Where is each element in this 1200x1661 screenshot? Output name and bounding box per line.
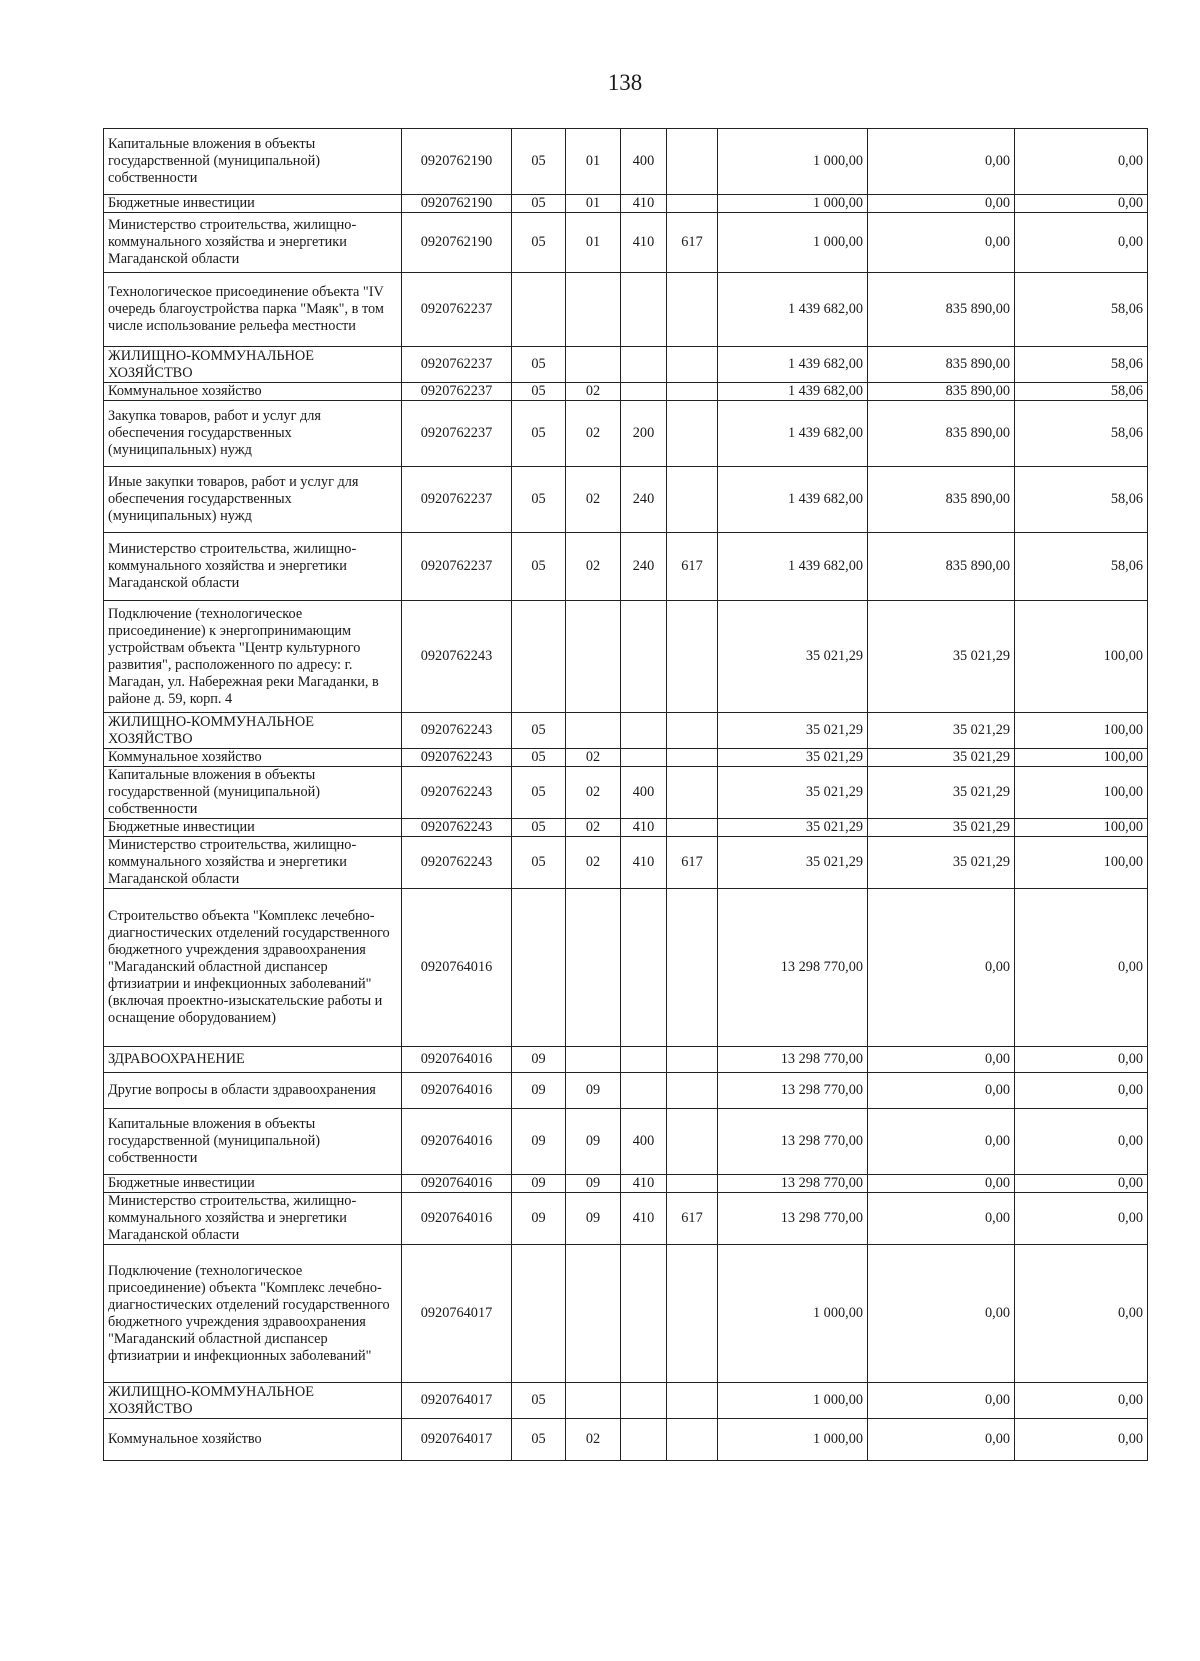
execution-percent: 0,00	[1015, 1109, 1148, 1175]
execution-percent: 58,06	[1015, 347, 1148, 383]
expense-type-code: 410	[621, 819, 667, 837]
execution-percent: 0,00	[1015, 195, 1148, 213]
grbs-code	[667, 767, 718, 819]
table-body	[104, 129, 1148, 1461]
row-name: ЗДРАВООХРАНЕНИЕ	[104, 1047, 402, 1073]
row-name: Министерство строительства, жилищно-коммунального хозяйства и энергетики Магаданской области	[104, 213, 402, 273]
table-row	[104, 819, 1148, 837]
executed-amount: 0,00	[868, 1073, 1015, 1109]
executed-amount: 0,00	[868, 195, 1015, 213]
planned-amount: 35 021,29	[718, 601, 868, 713]
row-name: Бюджетные инвестиции	[104, 195, 402, 213]
table-row	[104, 213, 1148, 273]
row-name: Подключение (технологическое присоединение) к энергопринимающим устройствам объекта "Центр культурного развития", расположенного по адресу: г. Магадан, ул. Набережная реки Магаданки, в районе д. 59, корп. 4	[104, 601, 402, 713]
section-code: 09	[512, 1175, 566, 1193]
execution-percent: 0,00	[1015, 1193, 1148, 1245]
target-article-code: 0920762237	[402, 347, 512, 383]
expense-type-code	[621, 1073, 667, 1109]
expense-type-code: 200	[621, 401, 667, 467]
row-name: Технологическое присоединение объекта "IV очередь благоустройства парка "Маяк", в том числе использование рельефа местности	[104, 273, 402, 347]
grbs-code	[667, 195, 718, 213]
execution-percent: 0,00	[1015, 213, 1148, 273]
target-article-code: 0920762237	[402, 467, 512, 533]
grbs-code	[667, 273, 718, 347]
table-row	[104, 1383, 1148, 1419]
subsection-code: 09	[566, 1175, 621, 1193]
section-code	[512, 273, 566, 347]
target-article-code: 0920762243	[402, 767, 512, 819]
executed-amount: 835 890,00	[868, 533, 1015, 601]
grbs-code	[667, 749, 718, 767]
target-article-code: 0920764016	[402, 889, 512, 1047]
planned-amount: 1 439 682,00	[718, 383, 868, 401]
grbs-code: 617	[667, 533, 718, 601]
section-code	[512, 1245, 566, 1383]
target-article-code: 0920764017	[402, 1383, 512, 1419]
table-row	[104, 401, 1148, 467]
expense-type-code	[621, 347, 667, 383]
executed-amount: 35 021,29	[868, 767, 1015, 819]
target-article-code: 0920762190	[402, 195, 512, 213]
subsection-code: 02	[566, 749, 621, 767]
executed-amount: 35 021,29	[868, 713, 1015, 749]
expense-type-code	[621, 889, 667, 1047]
target-article-code: 0920762243	[402, 713, 512, 749]
page-number: 138	[607, 70, 643, 95]
executed-amount: 0,00	[868, 1245, 1015, 1383]
planned-amount: 1 439 682,00	[718, 273, 868, 347]
table-row	[104, 1073, 1148, 1109]
section-code: 05	[512, 1383, 566, 1419]
section-code: 05	[512, 347, 566, 383]
section-code: 09	[512, 1109, 566, 1175]
expense-type-code: 410	[621, 837, 667, 889]
table-row	[104, 129, 1148, 195]
grbs-code	[667, 1383, 718, 1419]
section-code: 05	[512, 195, 566, 213]
subsection-code: 01	[566, 213, 621, 273]
grbs-code	[667, 1245, 718, 1383]
grbs-code	[667, 1419, 718, 1461]
grbs-code	[667, 601, 718, 713]
execution-percent: 58,06	[1015, 467, 1148, 533]
target-article-code: 0920762237	[402, 533, 512, 601]
subsection-code: 02	[566, 533, 621, 601]
grbs-code	[667, 1109, 718, 1175]
expense-type-code: 240	[621, 467, 667, 533]
grbs-code	[667, 1073, 718, 1109]
executed-amount: 0,00	[868, 1175, 1015, 1193]
planned-amount: 13 298 770,00	[718, 1047, 868, 1073]
table-row	[104, 195, 1148, 213]
target-article-code: 0920764016	[402, 1109, 512, 1175]
section-code: 05	[512, 1419, 566, 1461]
section-code: 09	[512, 1047, 566, 1073]
grbs-code	[667, 713, 718, 749]
expense-type-code	[621, 749, 667, 767]
target-article-code: 0920764016	[402, 1047, 512, 1073]
row-name: Бюджетные инвестиции	[104, 1175, 402, 1193]
row-name: Другие вопросы в области здравоохранения	[104, 1073, 402, 1109]
execution-percent: 0,00	[1015, 129, 1148, 195]
grbs-code	[667, 889, 718, 1047]
subsection-code	[566, 601, 621, 713]
target-article-code: 0920762243	[402, 819, 512, 837]
subsection-code: 09	[566, 1193, 621, 1245]
section-code: 05	[512, 837, 566, 889]
grbs-code	[667, 383, 718, 401]
section-code: 09	[512, 1193, 566, 1245]
target-article-code: 0920762237	[402, 383, 512, 401]
subsection-code	[566, 713, 621, 749]
planned-amount: 1 000,00	[718, 195, 868, 213]
execution-percent: 0,00	[1015, 1419, 1148, 1461]
target-article-code: 0920764016	[402, 1193, 512, 1245]
subsection-code: 02	[566, 383, 621, 401]
execution-percent: 58,06	[1015, 533, 1148, 601]
executed-amount: 0,00	[868, 1419, 1015, 1461]
target-article-code: 0920764016	[402, 1175, 512, 1193]
table-row	[104, 467, 1148, 533]
subsection-code: 02	[566, 767, 621, 819]
table-row	[104, 1245, 1148, 1383]
grbs-code	[667, 467, 718, 533]
execution-percent: 58,06	[1015, 273, 1148, 347]
row-name: Коммунальное хозяйство	[104, 749, 402, 767]
expense-type-code: 240	[621, 533, 667, 601]
executed-amount: 835 890,00	[868, 401, 1015, 467]
execution-percent: 100,00	[1015, 837, 1148, 889]
planned-amount: 13 298 770,00	[718, 1175, 868, 1193]
section-code	[512, 889, 566, 1047]
subsection-code: 01	[566, 129, 621, 195]
row-name: Иные закупки товаров, работ и услуг для обеспечения государственных (муниципальных) нужд	[104, 467, 402, 533]
table-row	[104, 713, 1148, 749]
expense-type-code: 410	[621, 195, 667, 213]
expense-type-code: 410	[621, 1175, 667, 1193]
target-article-code: 0920764016	[402, 1073, 512, 1109]
execution-percent: 100,00	[1015, 749, 1148, 767]
row-name: Коммунальное хозяйство	[104, 383, 402, 401]
expense-type-code	[621, 1383, 667, 1419]
grbs-code	[667, 129, 718, 195]
execution-percent: 0,00	[1015, 1047, 1148, 1073]
grbs-code: 617	[667, 837, 718, 889]
execution-percent: 0,00	[1015, 1175, 1148, 1193]
table-row	[104, 383, 1148, 401]
target-article-code: 0920762243	[402, 749, 512, 767]
planned-amount: 13 298 770,00	[718, 1073, 868, 1109]
planned-amount: 1 000,00	[718, 213, 868, 273]
row-name: Министерство строительства, жилищно-коммунального хозяйства и энергетики Магаданской области	[104, 837, 402, 889]
row-name: ЖИЛИЩНО-КОММУНАЛЬНОЕ ХОЗЯЙСТВО	[104, 1383, 402, 1419]
target-article-code: 0920762243	[402, 601, 512, 713]
planned-amount: 13 298 770,00	[718, 1193, 868, 1245]
executed-amount: 835 890,00	[868, 273, 1015, 347]
grbs-code	[667, 1175, 718, 1193]
execution-percent: 0,00	[1015, 1383, 1148, 1419]
table-row	[104, 347, 1148, 383]
executed-amount: 35 021,29	[868, 601, 1015, 713]
table-row	[104, 837, 1148, 889]
expense-type-code	[621, 1419, 667, 1461]
table-row	[104, 1419, 1148, 1461]
section-code: 09	[512, 1073, 566, 1109]
subsection-code: 02	[566, 819, 621, 837]
row-name: ЖИЛИЩНО-КОММУНАЛЬНОЕ ХОЗЯЙСТВО	[104, 347, 402, 383]
row-name: Строительство объекта "Комплекс лечебно-диагностических отделений государственного бюджетного учреждения здравоохранения "Магаданский областной диспансер фтизиатрии и инфекционных заболеваний" (включая проектно-изыскательские работы и оснащение оборудованием)	[104, 889, 402, 1047]
table-row	[104, 767, 1148, 819]
executed-amount: 0,00	[868, 213, 1015, 273]
subsection-code	[566, 347, 621, 383]
grbs-code	[667, 819, 718, 837]
target-article-code: 0920762190	[402, 213, 512, 273]
execution-percent: 58,06	[1015, 383, 1148, 401]
row-name: Министерство строительства, жилищно-коммунального хозяйства и энергетики Магаданской области	[104, 1193, 402, 1245]
row-name: Подключение (технологическое присоединение) объекта "Комплекс лечебно-диагностических отделений государственного бюджетного учреждения здравоохранения "Магаданский областной диспансер фтизиатрии и инфекционных заболеваний"	[104, 1245, 402, 1383]
executed-amount: 0,00	[868, 889, 1015, 1047]
table-row	[104, 889, 1148, 1047]
row-name: Капитальные вложения в объекты государственной (муниципальной) собственности	[104, 1109, 402, 1175]
execution-percent: 100,00	[1015, 601, 1148, 713]
target-article-code: 0920762243	[402, 837, 512, 889]
target-article-code: 0920764017	[402, 1245, 512, 1383]
expense-type-code	[621, 383, 667, 401]
row-name: Капитальные вложения в объекты государственной (муниципальной) собственности	[104, 129, 402, 195]
executed-amount: 835 890,00	[868, 383, 1015, 401]
planned-amount: 1 000,00	[718, 1383, 868, 1419]
row-name: Бюджетные инвестиции	[104, 819, 402, 837]
table-row	[104, 1175, 1148, 1193]
planned-amount: 35 021,29	[718, 837, 868, 889]
expense-type-code: 400	[621, 767, 667, 819]
section-code: 05	[512, 819, 566, 837]
expense-type-code: 410	[621, 1193, 667, 1245]
expense-type-code: 400	[621, 1109, 667, 1175]
subsection-code: 01	[566, 195, 621, 213]
expense-type-code: 400	[621, 129, 667, 195]
section-code: 05	[512, 713, 566, 749]
row-name: Закупка товаров, работ и услуг для обеспечения государственных (муниципальных) нужд	[104, 401, 402, 467]
table-row	[104, 1047, 1148, 1073]
subsection-code: 09	[566, 1073, 621, 1109]
execution-percent: 58,06	[1015, 401, 1148, 467]
execution-percent: 100,00	[1015, 767, 1148, 819]
expense-type-code	[621, 601, 667, 713]
planned-amount: 1 439 682,00	[718, 401, 868, 467]
planned-amount: 35 021,29	[718, 713, 868, 749]
row-name: Министерство строительства, жилищно-коммунального хозяйства и энергетики Магаданской области	[104, 533, 402, 601]
executed-amount: 0,00	[868, 1109, 1015, 1175]
budget-table	[103, 128, 1148, 1461]
planned-amount: 13 298 770,00	[718, 1109, 868, 1175]
section-code	[512, 601, 566, 713]
section-code: 05	[512, 749, 566, 767]
executed-amount: 835 890,00	[868, 347, 1015, 383]
section-code: 05	[512, 213, 566, 273]
target-article-code: 0920762190	[402, 129, 512, 195]
subsection-code: 09	[566, 1109, 621, 1175]
subsection-code	[566, 889, 621, 1047]
grbs-code	[667, 1047, 718, 1073]
subsection-code: 02	[566, 401, 621, 467]
planned-amount: 1 000,00	[718, 1419, 868, 1461]
table-row	[104, 749, 1148, 767]
row-name: ЖИЛИЩНО-КОММУНАЛЬНОЕ ХОЗЯЙСТВО	[104, 713, 402, 749]
section-code: 05	[512, 767, 566, 819]
executed-amount: 35 021,29	[868, 749, 1015, 767]
subsection-code: 02	[566, 837, 621, 889]
section-code: 05	[512, 467, 566, 533]
table-row	[104, 1193, 1148, 1245]
table-row	[104, 601, 1148, 713]
table-row	[104, 533, 1148, 601]
expense-type-code: 410	[621, 213, 667, 273]
subsection-code	[566, 1047, 621, 1073]
executed-amount: 0,00	[868, 1047, 1015, 1073]
section-code: 05	[512, 383, 566, 401]
target-article-code: 0920762237	[402, 401, 512, 467]
planned-amount: 35 021,29	[718, 767, 868, 819]
planned-amount: 1 439 682,00	[718, 533, 868, 601]
planned-amount: 1 000,00	[718, 1245, 868, 1383]
subsection-code: 02	[566, 467, 621, 533]
row-name: Капитальные вложения в объекты государственной (муниципальной) собственности	[104, 767, 402, 819]
grbs-code	[667, 347, 718, 383]
executed-amount: 0,00	[868, 1383, 1015, 1419]
planned-amount: 1 000,00	[718, 129, 868, 195]
subsection-code: 02	[566, 1419, 621, 1461]
execution-percent: 0,00	[1015, 1245, 1148, 1383]
expense-type-code	[621, 1047, 667, 1073]
target-article-code: 0920764017	[402, 1419, 512, 1461]
subsection-code	[566, 273, 621, 347]
execution-percent: 100,00	[1015, 819, 1148, 837]
executed-amount: 0,00	[868, 129, 1015, 195]
section-code: 05	[512, 129, 566, 195]
executed-amount: 0,00	[868, 1193, 1015, 1245]
grbs-code	[667, 401, 718, 467]
planned-amount: 35 021,29	[718, 819, 868, 837]
section-code: 05	[512, 533, 566, 601]
subsection-code	[566, 1245, 621, 1383]
execution-percent: 0,00	[1015, 889, 1148, 1047]
planned-amount: 1 439 682,00	[718, 347, 868, 383]
execution-percent: 100,00	[1015, 713, 1148, 749]
executed-amount: 35 021,29	[868, 819, 1015, 837]
grbs-code: 617	[667, 213, 718, 273]
section-code: 05	[512, 401, 566, 467]
planned-amount: 1 439 682,00	[718, 467, 868, 533]
execution-percent: 0,00	[1015, 1073, 1148, 1109]
expense-type-code	[621, 713, 667, 749]
target-article-code: 0920762237	[402, 273, 512, 347]
table-row	[104, 273, 1148, 347]
executed-amount: 35 021,29	[868, 837, 1015, 889]
expense-type-code	[621, 273, 667, 347]
grbs-code: 617	[667, 1193, 718, 1245]
executed-amount: 835 890,00	[868, 467, 1015, 533]
row-name: Коммунальное хозяйство	[104, 1419, 402, 1461]
table-row	[104, 1109, 1148, 1175]
subsection-code	[566, 1383, 621, 1419]
planned-amount: 35 021,29	[718, 749, 868, 767]
planned-amount: 13 298 770,00	[718, 889, 868, 1047]
expense-type-code	[621, 1245, 667, 1383]
